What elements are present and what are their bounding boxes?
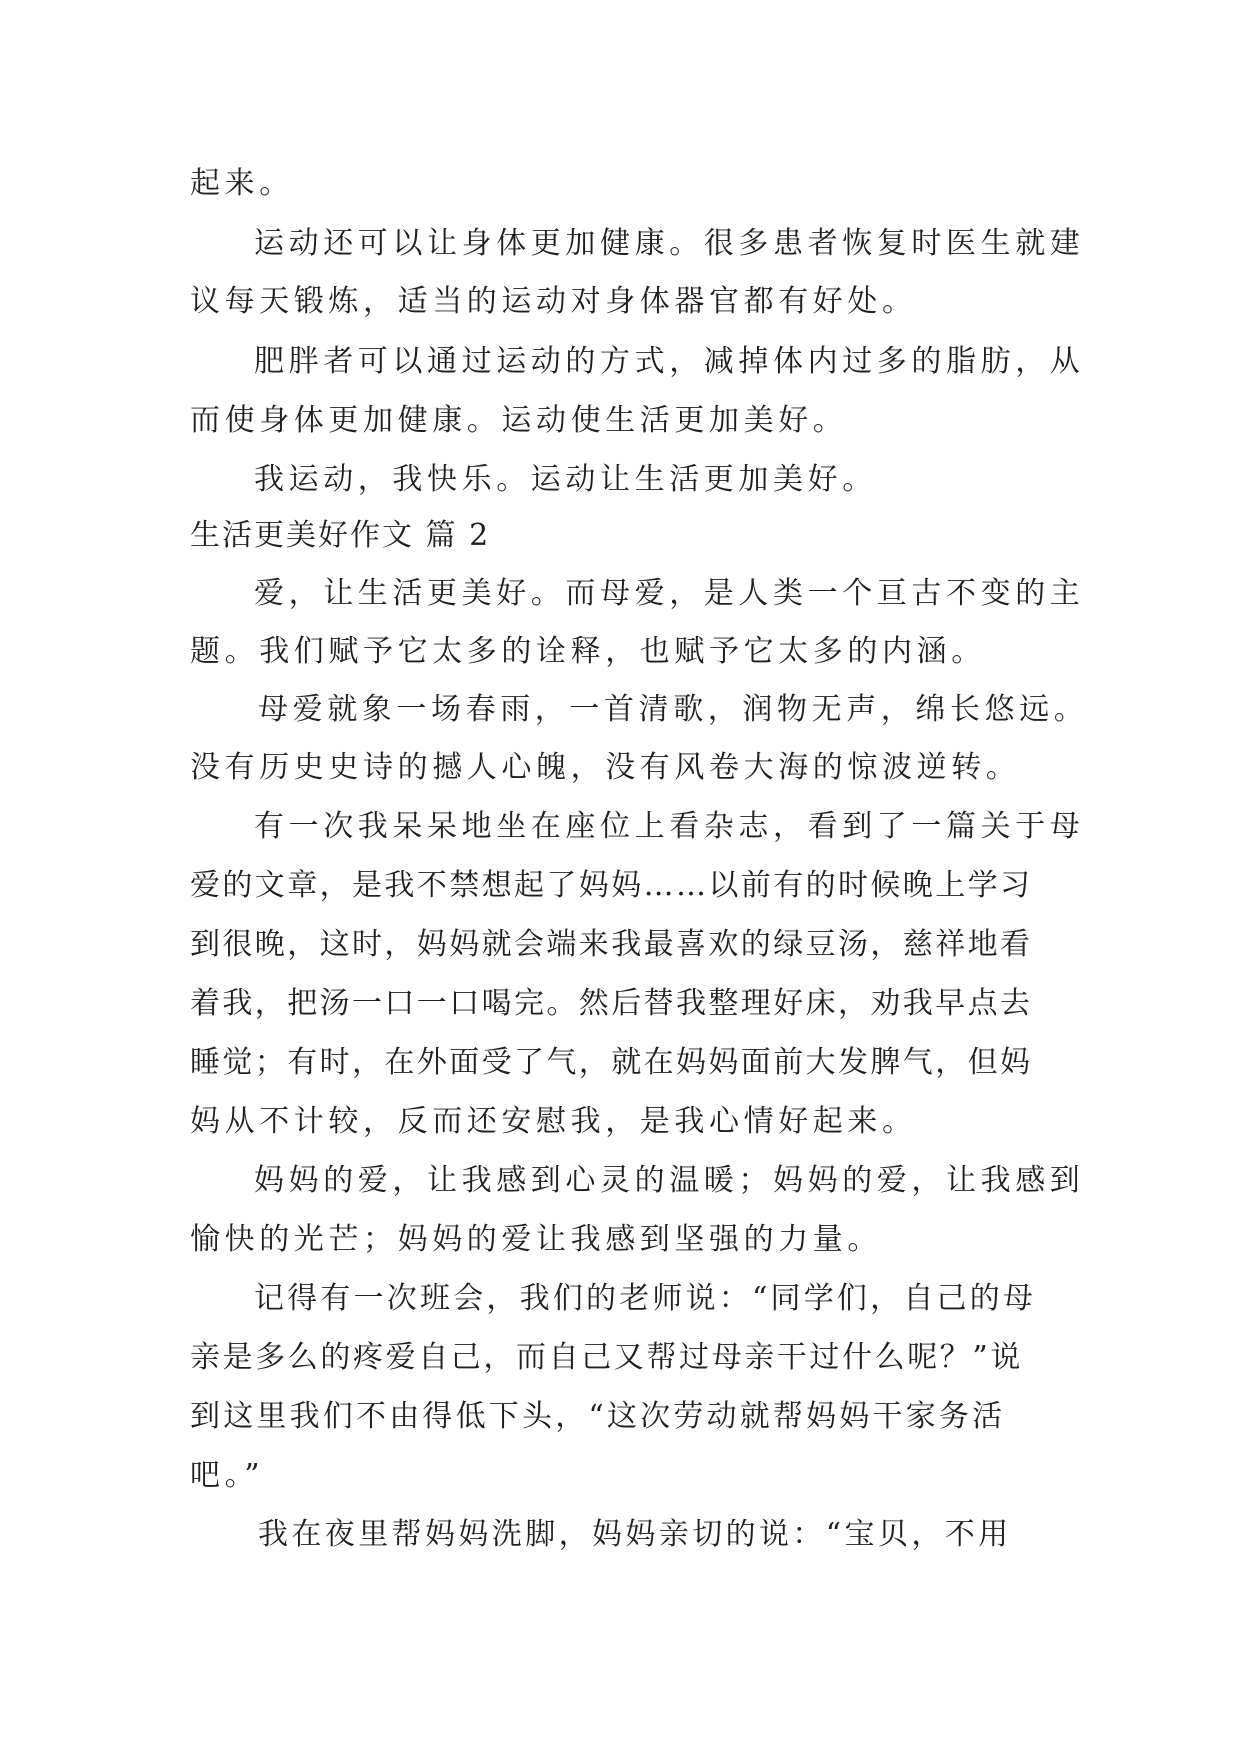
text-line: 我运动，我快乐。运动让生活更加美好。 bbox=[254, 462, 877, 497]
text-line: 起来。 bbox=[190, 166, 294, 201]
text-line: 到很晚，这时，妈妈就会端来我最喜欢的绿豆汤，慈祥地看 bbox=[190, 927, 1033, 962]
section-heading: 生活更美好作文 篇 2 bbox=[190, 518, 491, 553]
text-line: 母爱就象一场春雨，一首清歌，润物无声，绵长悠远。 bbox=[258, 692, 1089, 727]
text-line: 亲是多么的疼爱自己，而自己又帮过母亲干过什么呢？”说 bbox=[190, 1340, 1023, 1375]
text-line: 议每天锻炼，适当的运动对身体器官都有好处。 bbox=[190, 284, 917, 319]
text-line: 我在夜里帮妈妈洗脚，妈妈亲切的说：“宝贝，不用 bbox=[258, 1517, 1012, 1552]
text-line: 记得有一次班会，我们的老师说：“同学们，自己的母 bbox=[254, 1281, 1037, 1316]
text-line: 到这里我们不由得低下头，“这次劳动就帮妈妈干家务活 bbox=[190, 1399, 1006, 1434]
text-line: 有一次我呆呆地坐在座位上看杂志，看到了一篇关于母 bbox=[254, 809, 1085, 844]
text-line: 运动还可以让身体更加健康。很多患者恢复时医生就建 bbox=[254, 226, 1085, 261]
text-line: 吧。” bbox=[190, 1458, 265, 1493]
text-line: 妈从不计较，反而还安慰我，是我心情好起来。 bbox=[190, 1104, 917, 1139]
text-line: 题。我们赋予它太多的诠释，也赋予它太多的内涵。 bbox=[190, 634, 986, 669]
text-line: 着我，把汤一口一口喝完。然后替我整理好床，劝我早点去 bbox=[190, 986, 1033, 1021]
text-line: 爱，让生活更美好。而母爱，是人类一个亘古不变的主 bbox=[254, 576, 1085, 611]
text-line: 睡觉；有时，在外面受了气，就在妈妈面前大发脾气，但妈 bbox=[190, 1045, 1033, 1080]
text-line: 而使身体更加健康。运动使生活更加美好。 bbox=[190, 403, 848, 438]
text-line: 爱的文章，是我不禁想起了妈妈……以前有的时候晚上学习 bbox=[190, 868, 1033, 903]
text-line: 没有历史史诗的撼人心魄，没有风卷大海的惊波逆转。 bbox=[190, 750, 1021, 785]
text-line: 妈妈的爱，让我感到心灵的温暖；妈妈的爱，让我感到 bbox=[254, 1163, 1085, 1198]
text-line: 肥胖者可以通过运动的方式，减掉体内过多的脂肪，从 bbox=[254, 344, 1085, 379]
text-line: 愉快的光芒；妈妈的爱让我感到坚强的力量。 bbox=[190, 1222, 882, 1257]
